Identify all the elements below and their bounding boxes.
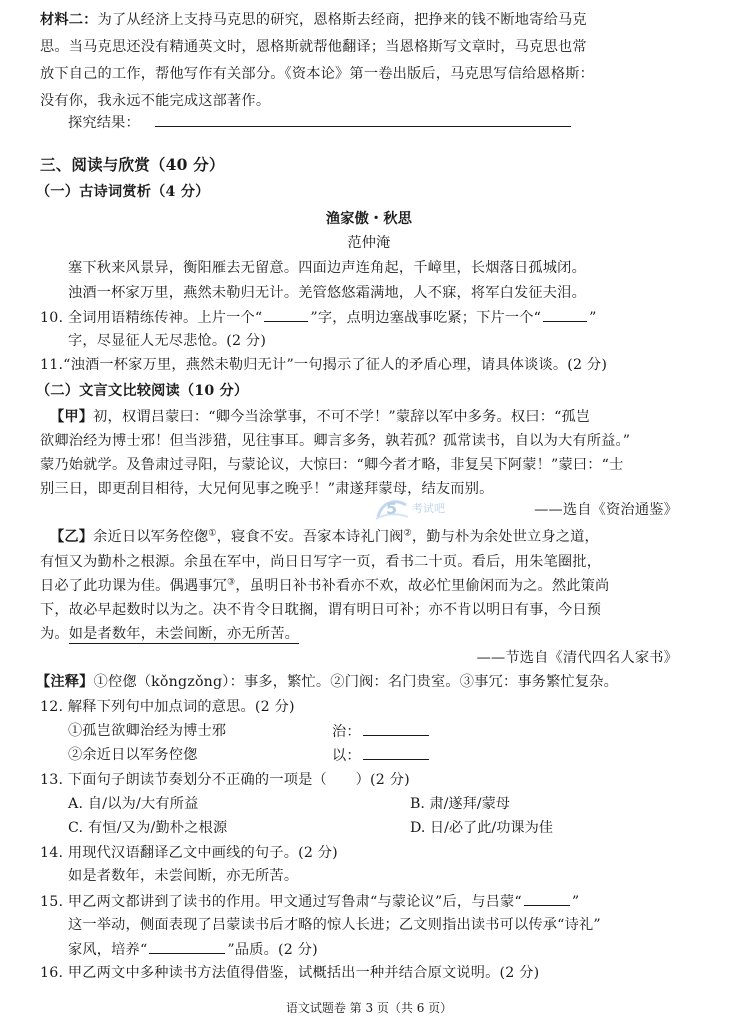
q12-item-2-answer [332, 745, 431, 766]
q15-blank-1[interactable] [524, 891, 570, 906]
watermark-text: 考试吧 [412, 502, 445, 515]
q16-number: 16. [40, 965, 64, 981]
poem-title: 渔家傲・秋思 [325, 211, 413, 227]
q12 [40, 697, 295, 717]
q10-text-a: 全词用语精练传神。上片一个“ [67, 310, 263, 326]
q13-option-d[interactable]: D. 日/必了此/功课为佳 [410, 820, 553, 836]
notes-text: ①倥偬（kǒngzǒng）：事多，繁忙。②门阀：名门贵室。③事冗：事务繁忙复杂。 [93, 674, 619, 690]
q12-item-2-blank[interactable] [363, 745, 429, 760]
q10-blank-2[interactable] [543, 307, 587, 322]
q12-item-1-label: 治： [332, 724, 361, 740]
notes [36, 672, 618, 692]
material2-text-1: 为了从经济上支持马克思的研究，恩格斯去经商，把挣来的钱不断地寄给马克 [97, 12, 587, 28]
q11 [40, 355, 607, 375]
q15-number: 15. [40, 894, 64, 910]
notes-tag: 【注释】 [36, 674, 94, 690]
q10-line-2: 字，尽显征人无尽悲怆。(2 分) [68, 333, 267, 349]
poem-line-2: 浊酒一杯家万里，燕然未勒归无计。羌管悠悠霜满地，人不寐，将军白发征夫泪。 [68, 285, 586, 301]
poem-author: 范仲淹 [347, 235, 391, 251]
yi-line-5 [40, 624, 299, 644]
q13-option-b[interactable]: B. 肃/遂拜/蒙母 [410, 796, 510, 812]
q15-text-3a: 家风，培养“ [68, 942, 148, 958]
yi-text-3b: ，虽明日补书补看亦不欢，故必忙里偷闲而为之。然此策尚 [235, 578, 610, 594]
q10-blank-1[interactable] [264, 307, 308, 322]
footnote-3-marker: ③ [227, 577, 236, 588]
q14-quote: 如是者数年，未尝间断，亦无所苦。 [68, 868, 299, 884]
q13-option-c[interactable]: C. 有恒/又为/勤朴之根源 [68, 820, 228, 836]
q13-text: 下面句子朗读节奏划分不正确的一项是（ ）(2 分) [67, 772, 410, 788]
yi-underlined-sentence: 如是者数年，未尝间断，亦无所苦。 [68, 626, 299, 642]
jia-line-2: 欲卿治经为博士邪！但当涉猎，见往事耳。卿言多务，孰若孤？孤常读书，自以为大有所益。” [40, 433, 631, 449]
material2-line-3: 放下自己的工作，帮他写作有关部分。《资本论》第一卷出版后，马克思写信给恩格斯： [40, 66, 595, 82]
part2-title: （二）文言文比较阅读（10 分） [36, 383, 249, 399]
q10-text-c: ” [589, 310, 597, 326]
jia-text-1: 初，权谓吕蒙曰：“卿今当涂掌事，不可不学！”蒙辞以军中多务。权曰：“孤岂 [93, 409, 591, 425]
q15-blank-2[interactable] [149, 939, 225, 954]
jia-line-1 [50, 407, 590, 427]
yi-source: ——节选自《清代四名人家书》 [476, 650, 678, 666]
q15-text-3b: ”品质。(2 分) [227, 942, 318, 958]
yi-line-1 [50, 527, 599, 547]
yi-text-5a: 为。 [40, 626, 69, 642]
jia-tag: 【甲】 [50, 409, 94, 425]
yi-tag: 【乙】 [50, 529, 94, 545]
q12-item-1-blank[interactable] [363, 721, 429, 736]
q10-number: 10. [40, 310, 64, 326]
q15-text-1b: ” [571, 894, 580, 910]
q13-number: 13. [40, 772, 64, 788]
q10-line-1 [40, 307, 597, 328]
page-footer: 语文试题卷 第 3 页（共 6 页） [285, 1001, 453, 1015]
q13-option-a[interactable]: A. 自/以为/大有所益 [68, 796, 199, 812]
yi-line-3 [40, 576, 609, 596]
q16-text: 甲乙两文中多种读书方法值得借鉴，试概括出一种并结合原文说明。(2 分) [67, 965, 540, 981]
material2-line-1 [40, 10, 587, 30]
q11-text: “浊酒一杯家万里，燕然未勒归无计”一句揭示了征人的矛盾心理，请具体谈谈。(2 分) [63, 357, 608, 373]
q10-text-b: ”字，点明边塞战事吃紧；下片一个“ [310, 310, 542, 326]
q12-item-1-answer [332, 721, 431, 742]
yi-text-1a: 余近日以军务倥偬 [93, 529, 209, 545]
material2-label: 材料二： [40, 12, 98, 28]
jia-line-3: 蒙乃始就学。及鲁肃过寻阳，与蒙论议，大惊曰：“卿今者才略，非复吴下阿蒙！”蒙曰：“士 [40, 457, 624, 473]
q15-line-3 [68, 939, 318, 960]
q15-text-1a: 甲乙两文都讲到了读书的作用。甲文通过写鲁肃“与蒙论议”后，与吕蒙“ [67, 894, 522, 910]
q14-text: 用现代汉语翻译乙文中画线的句子。(2 分) [67, 845, 338, 861]
q12-item-2: ②余近日以军务倥偬 [68, 747, 198, 763]
q11-number: 11. [40, 357, 64, 373]
part1-title: （一）古诗词赏析（4 分） [36, 184, 210, 200]
section3-title: 三、阅读与欣赏（40 分） [40, 155, 225, 174]
q13 [40, 770, 410, 790]
q15-line-1 [40, 891, 579, 912]
material2-line-2: 思。当马克思还没有精通英文时，恩格斯就帮他翻译；当恩格斯写文章时，马克思也常 [40, 39, 587, 55]
jia-source: ——选自《资治通鉴》 [534, 502, 678, 518]
yi-line-4: 下，故必早起数时以为之。决不肯令日耽搁，谓有明日可补；亦不肯以明日有事，今日预 [40, 602, 602, 618]
watermark [372, 495, 452, 523]
watermark-digits: 5 [386, 499, 398, 518]
yi-text-1c: ，勤与朴为余处世立身之道， [411, 529, 599, 545]
yi-text-3a: 日必了此功课为佳。偶遇事冗 [40, 578, 228, 594]
material2-line-4: 没有你，我永远不能完成这部著作。 [40, 93, 271, 109]
q12-item-1: ①孤岂欲卿治经为博士邪 [68, 723, 227, 739]
jia-line-4: 别三日，即更刮目相待，大兄何见事之晚乎！”肃遂拜蒙母，结友而别。 [40, 481, 494, 497]
probe-answer-line[interactable] [155, 126, 571, 127]
probe-label: 探究结果： [68, 115, 140, 131]
footnote-1-marker: ① [208, 528, 217, 539]
yi-line-2: 有恒又为勤朴之根源。余虽在军中，尚日日写字一页，看书二十页。看后，用朱笔圈批， [40, 554, 602, 570]
yi-text-1b: ，寝食不安。吾家本诗礼门阀 [216, 529, 404, 545]
q14 [40, 843, 338, 863]
q14-number: 14. [40, 845, 64, 861]
footnote-2-marker: ② [403, 528, 412, 539]
q12-number: 12. [40, 699, 64, 715]
q12-item-2-label: 以： [332, 748, 361, 764]
q15-line-2: 这一举动，侧面表现了吕蒙读书后才略的惊人长进；乙文则指出读书可以传承“诗礼” [68, 917, 601, 933]
q16 [40, 963, 539, 983]
q12-text: 解释下列句中加点词的意思。(2 分) [67, 699, 295, 715]
poem-line-1: 塞下秋来风景异，衡阳雁去无留意。四面边声连角起，千嶂里，长烟落日孤城闭。 [68, 260, 586, 276]
